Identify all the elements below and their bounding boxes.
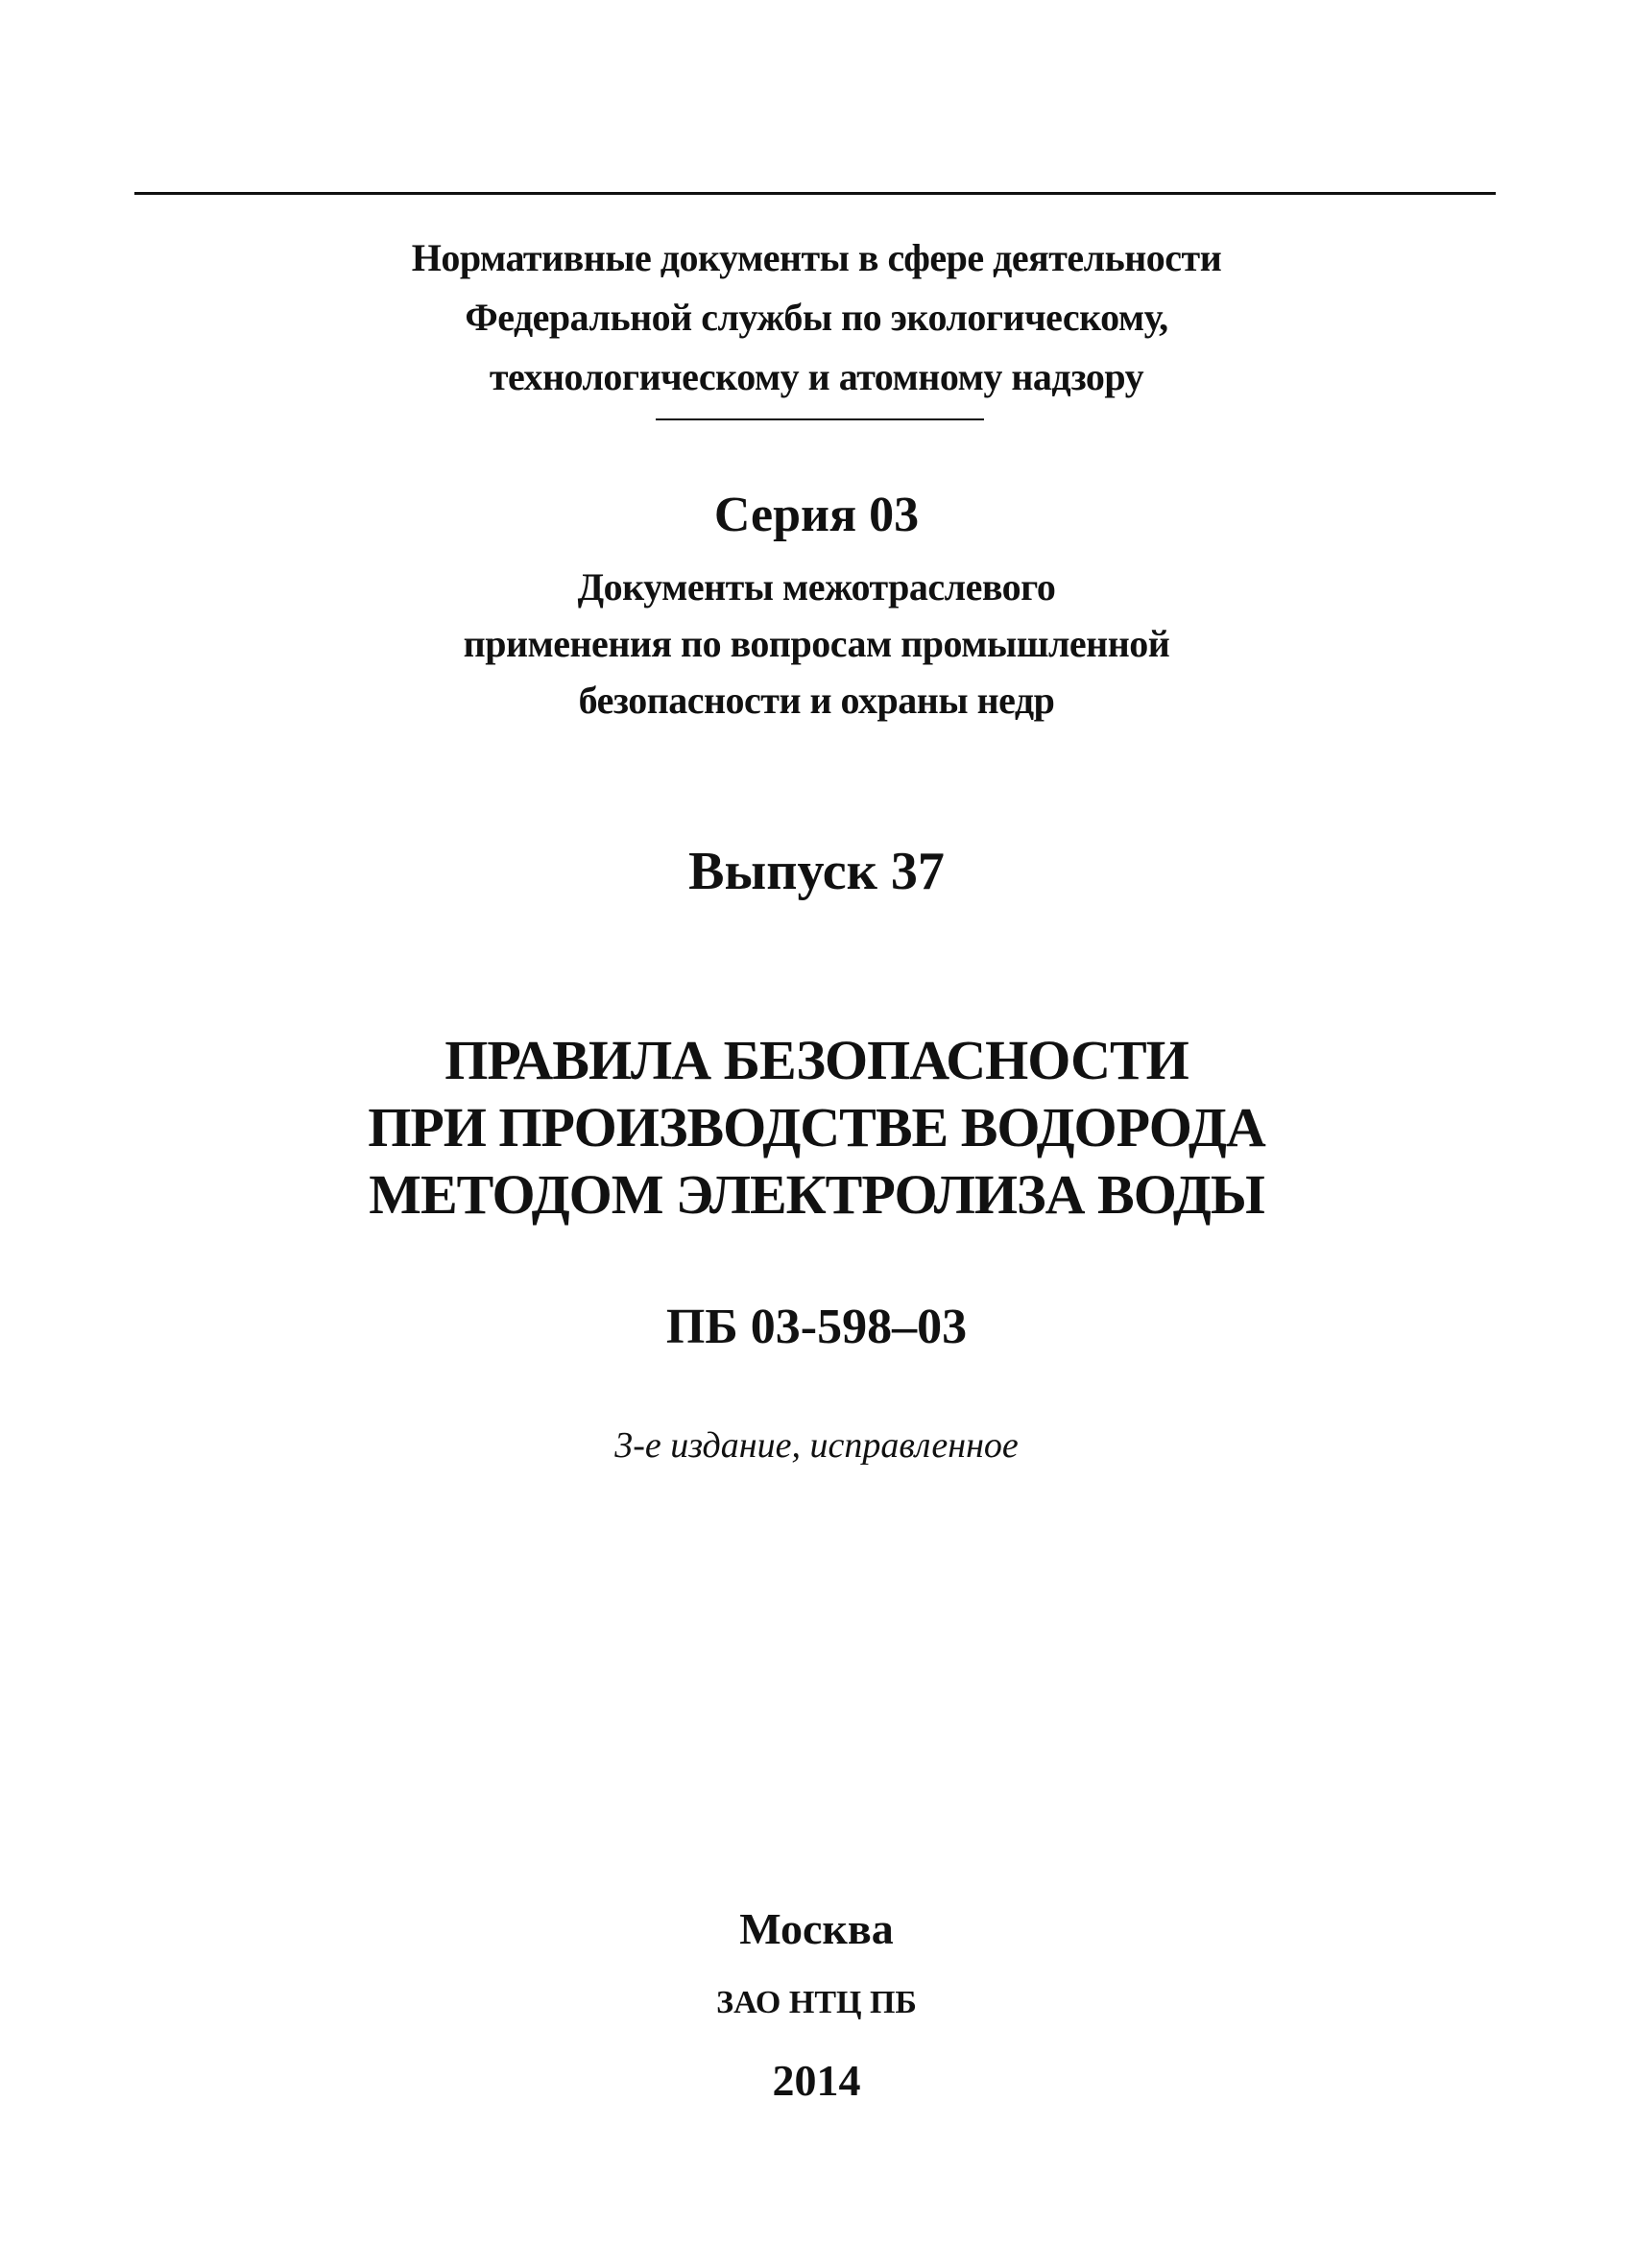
city-text: Москва (739, 1904, 894, 1953)
agency-line-2: Федеральной службы по экологическому, (465, 296, 1168, 339)
agency-heading (0, 228, 1633, 407)
issue-text: Выпуск 37 (688, 842, 945, 901)
imprint-city (0, 1898, 1633, 1960)
imprint-publisher (0, 1977, 1633, 2029)
imprint-year (0, 2050, 1633, 2112)
year-text: 2014 (772, 2056, 861, 2105)
doc-title-line-3: МЕТОДОМ ЭЛЕКТРОЛИЗА ВОДЫ (369, 1163, 1264, 1226)
series-desc-line-3: безопасности и охраны недр (578, 679, 1055, 722)
document-title (0, 1027, 1633, 1229)
top-divider (134, 192, 1496, 195)
document-code (0, 1294, 1633, 1361)
doc-title-line-1: ПРАВИЛА БЕЗОПАСНОСТИ (444, 1029, 1189, 1091)
edition-text: 3-е издание, исправленное (614, 1425, 1019, 1466)
short-divider (656, 418, 984, 420)
issue-number (0, 835, 1633, 908)
publisher-text: ЗАО НТЦ ПБ (716, 1985, 917, 2020)
series-description (0, 559, 1633, 728)
series-desc-line-2: применения по вопросам промышленной (463, 622, 1170, 665)
series-title (0, 482, 1633, 549)
doc-code-text: ПБ 03-598–03 (665, 1300, 968, 1354)
doc-title-line-2: ПРИ ПРОИЗВОДСТВЕ ВОДОРОДА (368, 1096, 1265, 1158)
agency-line-1: Нормативные документы в сфере деятельности (411, 236, 1222, 279)
series-title-text: Серия 03 (713, 488, 920, 542)
series-desc-line-1: Документы межотраслевого (577, 565, 1056, 609)
agency-line-3: технологическому и атомному надзору (489, 355, 1144, 398)
edition-note (0, 1419, 1633, 1472)
